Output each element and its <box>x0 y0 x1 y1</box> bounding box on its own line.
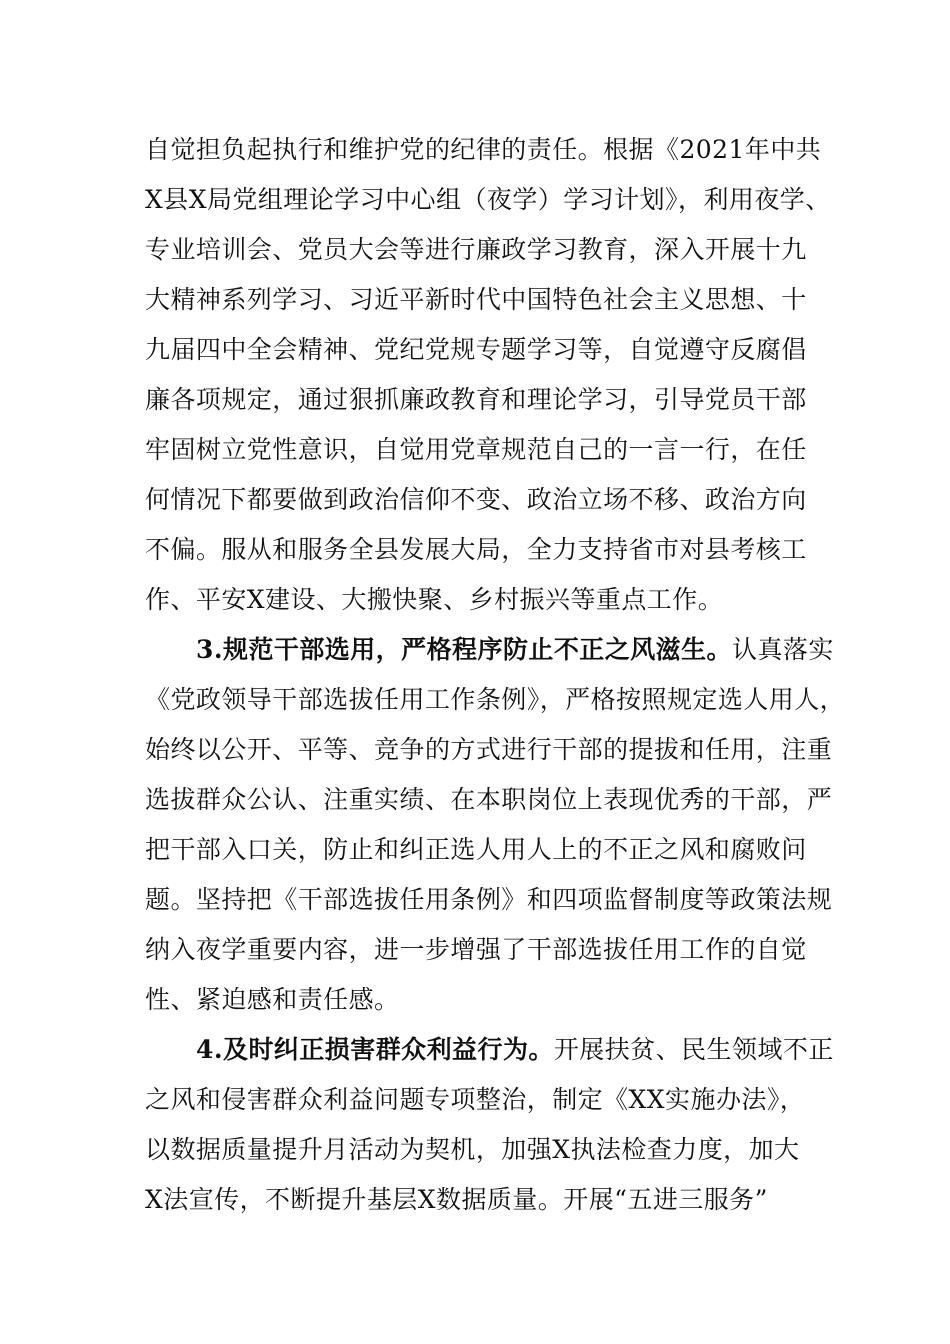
paragraph-1-line-2: X县X局党组理论学习中心组（夜学）学习计划》，利用夜学、 <box>145 185 831 214</box>
paragraph-1-line-9: 不偏。服从和服务全县发展大局，全力支持省市对县考核工 <box>145 535 807 564</box>
paragraph-1-line-4: 大精神系列学习、习近平新时代中国特色社会主义思想、十 <box>145 285 807 314</box>
paragraph-1-line-6: 廉各项规定，通过狠抓廉政教育和理论学习，引导党员干部 <box>145 385 807 414</box>
paragraph-3-line-3: 以数据质量提升月活动为契机，加强X执法检查力度，加大 <box>145 1135 800 1164</box>
paragraph-1-line-10: 作、平安X建设、大搬快聚、乡村振兴等重点工作。 <box>145 585 724 614</box>
paragraph-3-heading: 4.及时纠正损害群众利益行为。 <box>196 1035 554 1064</box>
paragraph-2-heading: 3.规范干部选用，严格程序防止不正之风滋生。 <box>196 635 733 664</box>
paragraph-1-line-5: 九届四中全会精神、党纪党规专题学习等，自觉遵守反腐倡 <box>145 335 807 364</box>
paragraph-3-first-line-text: 开展扶贫、民生领域不正 <box>553 1035 834 1064</box>
paragraph-1-line-8: 何情况下都要做到政治信仰不变、政治立场不移、政治方向 <box>145 485 807 514</box>
paragraph-2-line-6: 题。坚持把《干部选拔任用条例》和四项监督制度等政策法规 <box>145 885 833 914</box>
paragraph-3-first-line <box>196 1030 834 1070</box>
paragraph-1-line-7: 牢固树立党性意识，自觉用党章规范自己的一言一行，在任 <box>145 435 807 464</box>
paragraph-2-line-8: 性、紧迫感和责任感。 <box>145 985 400 1014</box>
paragraph-2-first-line-text: 认真落实 <box>732 635 834 664</box>
paragraph-2-line-4: 选拔群众公认、注重实绩、在本职岗位上表现优秀的干部，严 <box>145 785 833 814</box>
paragraph-2-line-3: 始终以公开、平等、竞争的方式进行干部的提拔和任用，注重 <box>145 735 833 764</box>
paragraph-2-first-line <box>196 630 834 670</box>
paragraph-2-line-2: 《党政领导干部选拔任用工作条例》，严格按照规定选人用人， <box>145 685 846 714</box>
paragraph-1-line-1: 自觉担负起执行和维护党的纪律的责任。根据《2021年中共 <box>145 135 822 164</box>
paragraph-2-line-5: 把干部入口关，防止和纠正选人用人上的不正之风和腐败问 <box>145 835 807 864</box>
paragraph-3-line-4: X法宣传，不断提升基层X数据质量。开展“五进三服务” <box>145 1185 768 1214</box>
paragraph-1-line-3: 专业培训会、党员大会等进行廉政学习教育，深入开展十九 <box>145 235 807 264</box>
paragraph-2-line-7: 纳入夜学重要内容，进一步增强了干部选拔任用工作的自觉 <box>145 935 807 964</box>
paragraph-3-line-2: 之风和侵害群众利益问题专项整治，制定《XX实施办法》， <box>145 1085 806 1114</box>
